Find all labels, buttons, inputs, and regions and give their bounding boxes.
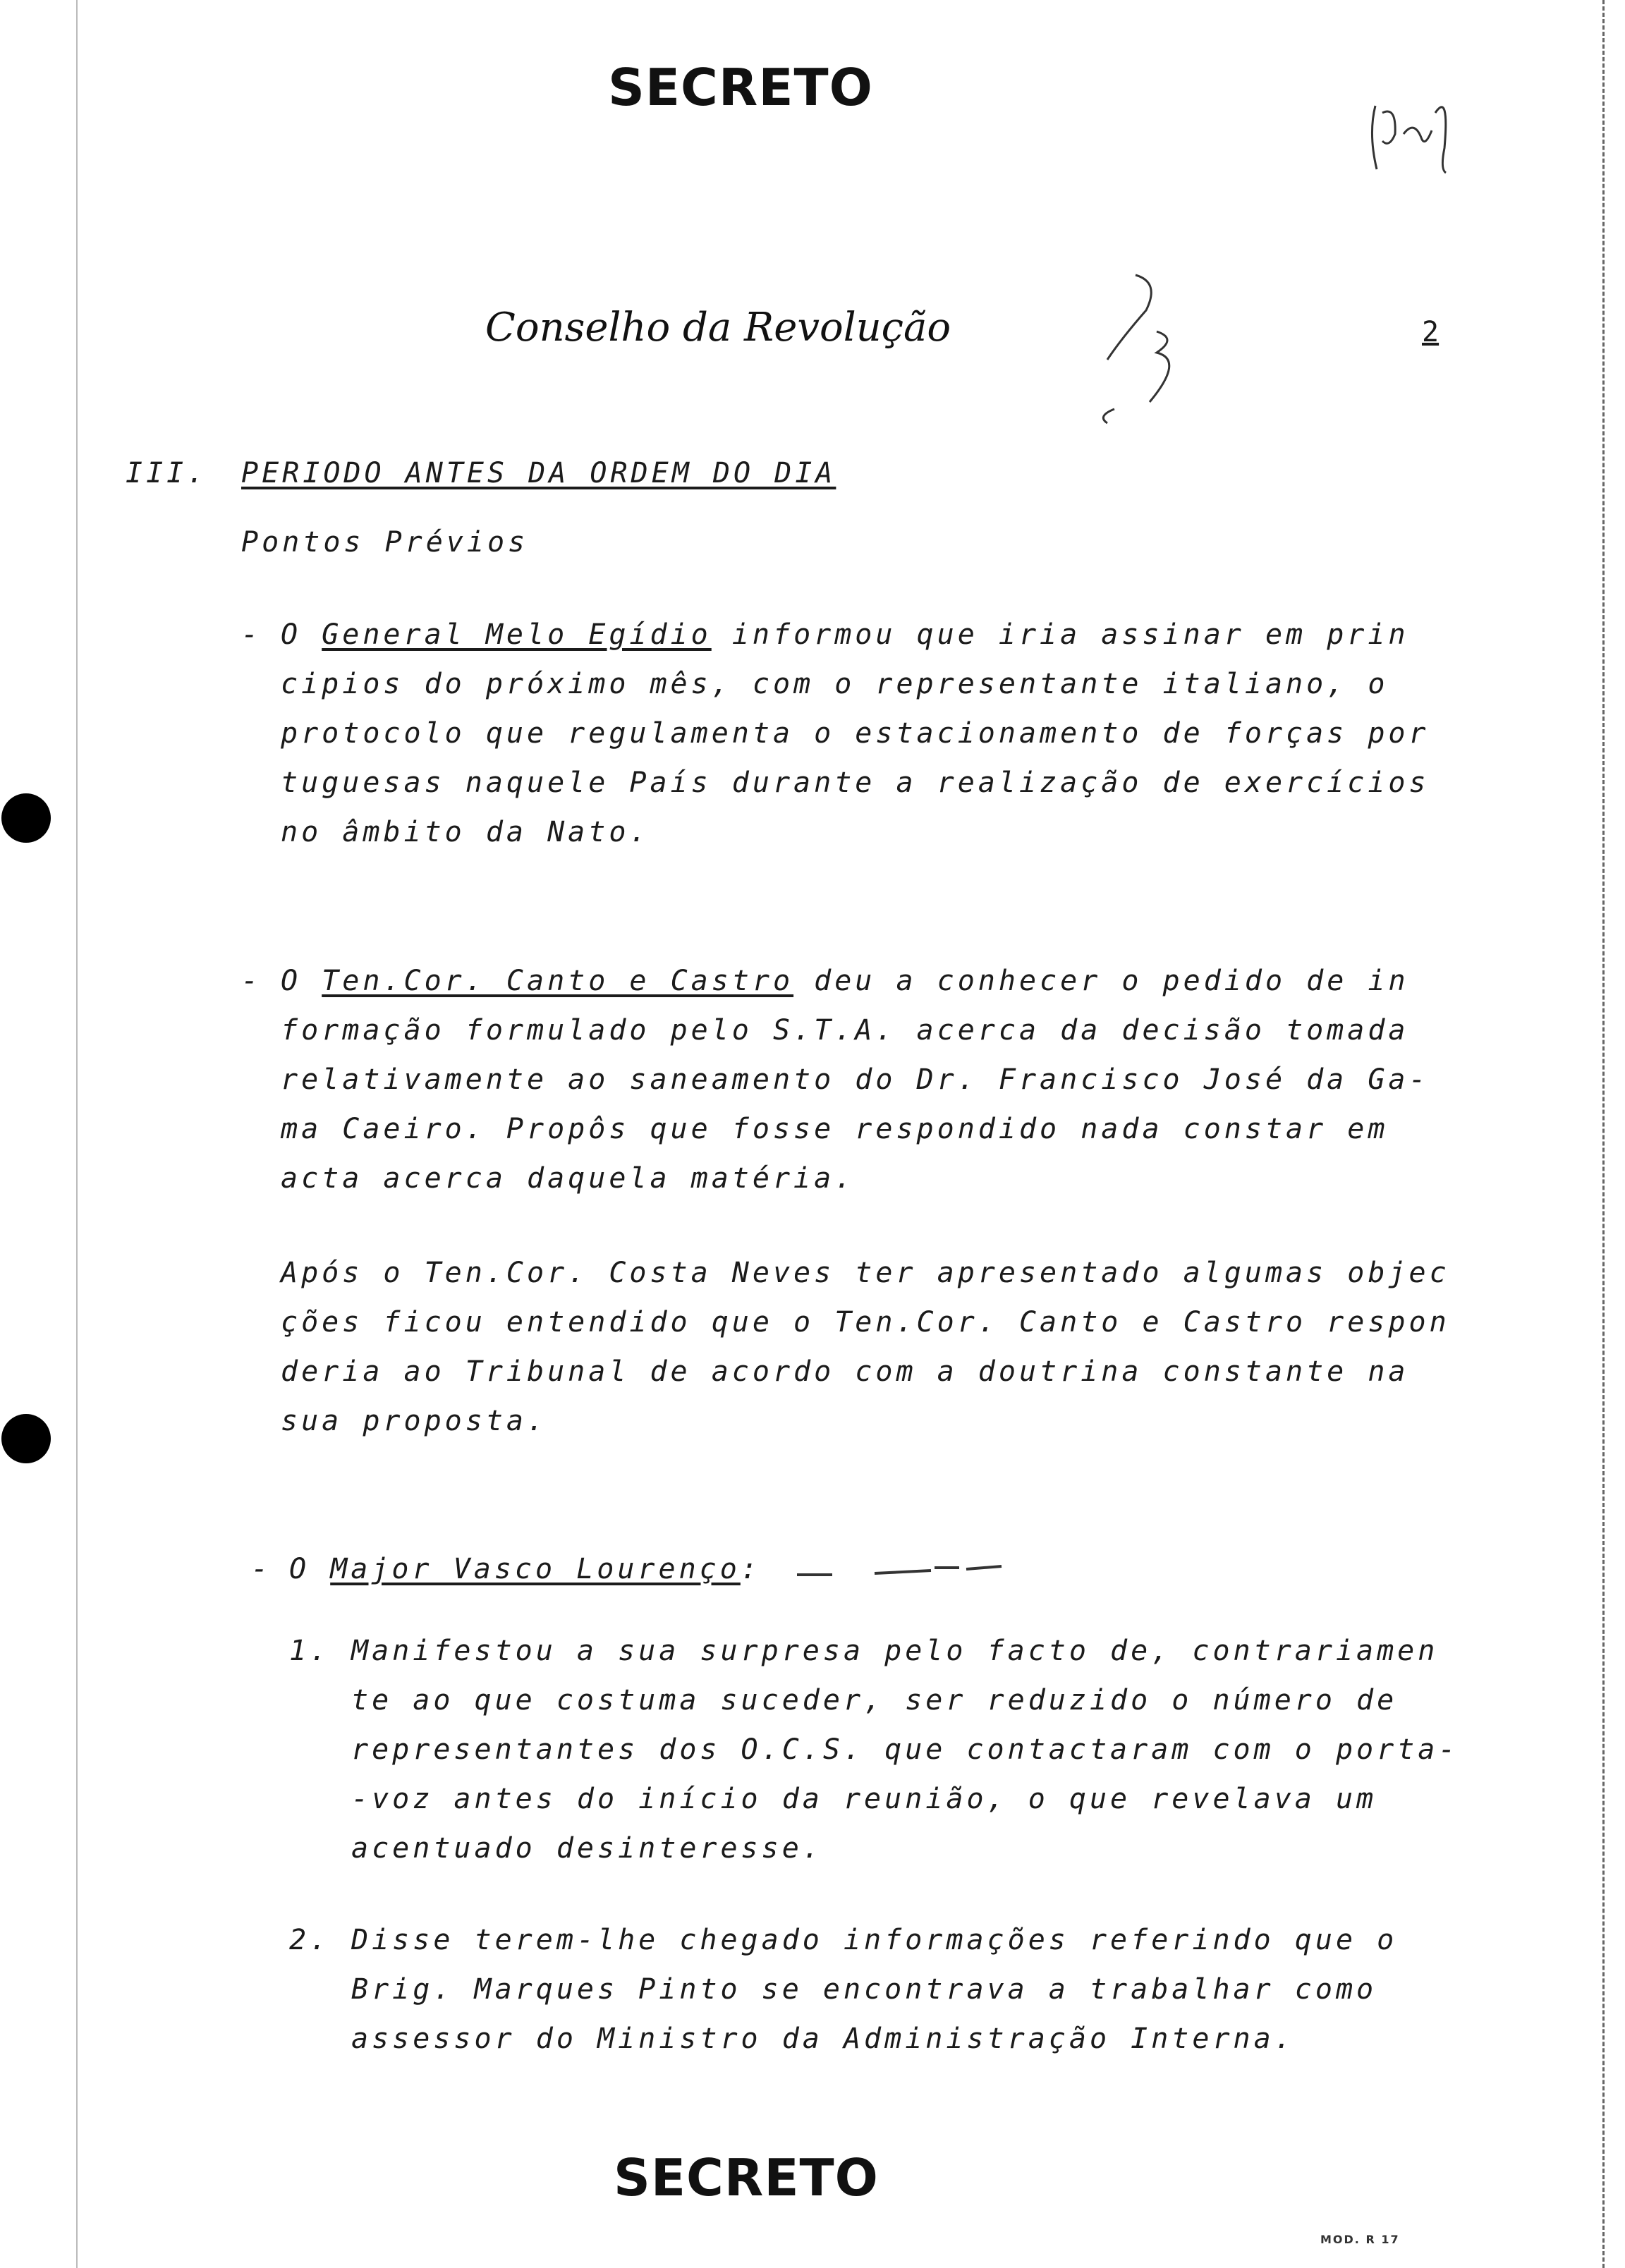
item1-line-5: no âmbito da Nato. [281, 816, 650, 848]
point2-line-3: assessor do Ministro da Administração Interna. [351, 2023, 1295, 2055]
point2-line-1: Disse terem-lhe chegado informações referindo que o [351, 1924, 1398, 1956]
point1-line-4: -voz antes do início da reunião, o que revelava um [351, 1783, 1377, 1815]
handwritten-mark [1037, 261, 1206, 430]
item-dash: - [241, 965, 262, 997]
point2-line-2: Brig. Marques Pinto se encontrava a trabalhar como [351, 1973, 1377, 2006]
point-number: 2. [289, 1924, 331, 1956]
item2-paragraph-line-2: ções ficou entendido que o Ten.Cor. Canto e Castro respon [281, 1306, 1450, 1339]
section-number: III. [126, 457, 208, 489]
speaker-name: General Melo Egídio [322, 618, 712, 651]
form-code: MOD. R 17 [1320, 2233, 1400, 2246]
item1-line-3: protocolo que regulamenta o estacionamento de forças por [281, 717, 1430, 750]
item2-text: O [281, 965, 322, 997]
item1-text: O [281, 618, 322, 651]
classification-stamp-top: SECRETO [608, 58, 873, 117]
item2-text: deu a conhecer o pedido de in [793, 965, 1409, 997]
point-number: 1. [289, 1635, 331, 1667]
speaker-name: Ten.Cor. Canto e Castro [322, 965, 794, 997]
page-number: 2 [1422, 316, 1440, 348]
page-left-edge [76, 0, 78, 2268]
item2-line-3: relativamente ao saneamento do Dr. Francisco José da Ga- [281, 1063, 1430, 1096]
item1-text: informou que iria assinar em prin [711, 618, 1409, 651]
point1-line-1: Manifestou a sua surpresa pelo facto de, contrariamen [351, 1635, 1439, 1667]
item2-paragraph-line-4: sua proposta. [281, 1405, 548, 1437]
item-dash: - [251, 1553, 272, 1585]
page-right-edge [1602, 0, 1605, 2268]
item2-line-4: ma Caeiro. Propôs que fosse respondido nada constar em [281, 1113, 1389, 1145]
item2-line-1 [281, 965, 1409, 997]
item2-line-5: acta acerca daquela matéria. [281, 1162, 856, 1195]
section-subheading: Pontos Prévios [241, 526, 529, 559]
item1-line-2: cipios do próximo mês, com o representante italiano, o [281, 668, 1389, 700]
item3-heading [289, 1553, 761, 1585]
item2-line-2: formação formulado pelo S.T.A. acerca da decisão tomada [281, 1014, 1409, 1047]
handwritten-initials [1361, 63, 1460, 176]
item3-intro: O [289, 1553, 310, 1585]
punch-hole-top [1, 793, 51, 843]
point1-line-5: acentuado desinteresse. [351, 1832, 823, 1865]
point1-line-2: te ao que costuma suceder, ser reduzido o número de [351, 1684, 1398, 1717]
punch-hole-bottom [1, 1414, 51, 1463]
item2-paragraph-line-3: deria ao Tribunal de acordo com a doutrina constante na [281, 1355, 1409, 1388]
section-heading: PERIODO ANTES DA ORDEM DO DIA [241, 457, 836, 489]
speaker-name: Major Vasco Lourenço [330, 1553, 741, 1585]
item2-paragraph-line-1: Após o Ten.Cor. Costa Neves ter apresentado algumas objec [281, 1257, 1450, 1289]
item-dash: - [241, 618, 262, 651]
point1-line-3: representantes dos O.C.S. que contactaram com o porta- [351, 1733, 1459, 1766]
item3-colon: : [740, 1553, 761, 1585]
item1-line-1 [281, 618, 1409, 651]
item1-line-4: tuguesas naquele País durante a realização de exercícios [281, 767, 1430, 799]
classification-stamp-bottom: SECRETO [614, 2148, 879, 2207]
council-title: Conselho da Revolução [485, 305, 951, 350]
scribble-mark [790, 1555, 1016, 1583]
